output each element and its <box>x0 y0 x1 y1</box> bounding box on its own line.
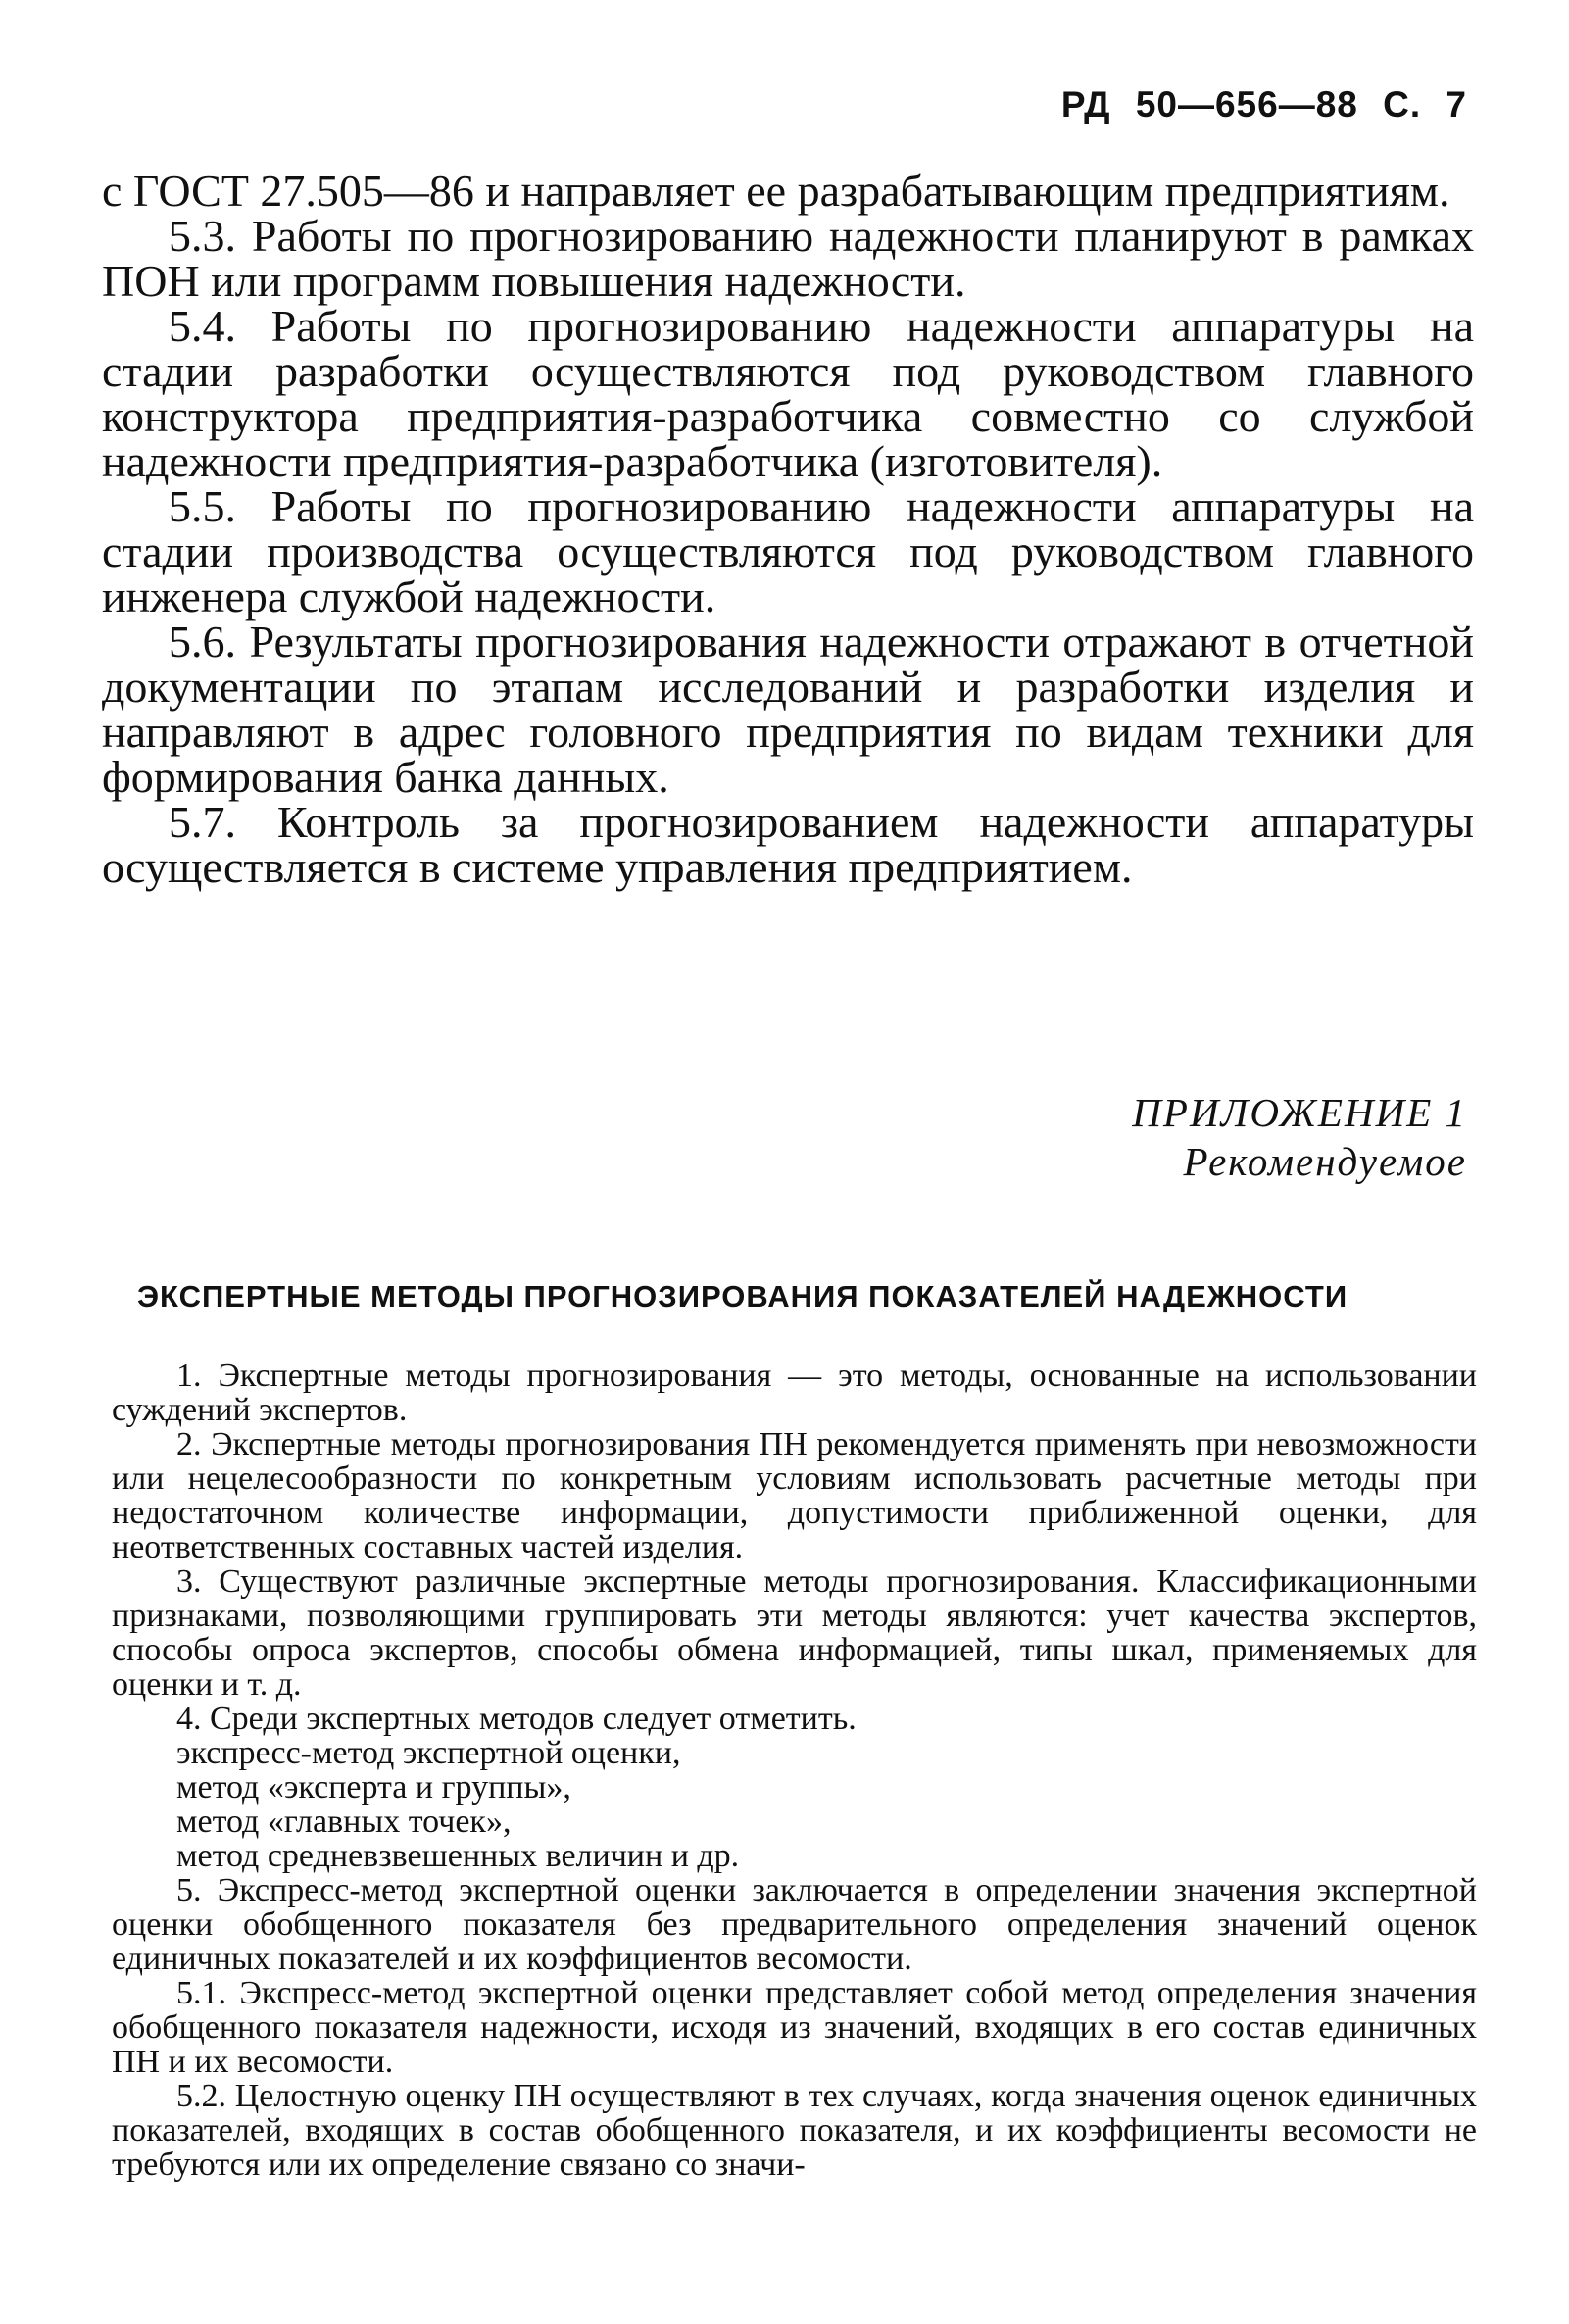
list-item: метод «эксперта и группы», <box>176 1769 571 1805</box>
appendix-label: ПРИЛОЖЕНИЕ 1 <box>1132 1090 1467 1135</box>
paragraph-5: 5. Экспресс-метод экспертной оценки заключается в определении значения экспертной оценки обобщенного показателя без предварительного определения значений оценок единичных показателей и их коэффициентов весомости. <box>112 1872 1477 1977</box>
paragraph-continuation: с ГОСТ 27.505—86 и направляет ее разрабатывающим предприятиям. <box>102 166 1450 216</box>
paragraph-3: 3. Существуют различные экспертные методы прогнозирования. Классификационными признаками, позволяющими группировать эти методы являются: учет качества экспертов, способы опроса экспертов, способы обмена информацией, типы шкал, применяемых для оценки и т. д. <box>112 1563 1477 1703</box>
lower-text-block <box>112 1359 1477 2182</box>
section-title: ЭКСПЕРТНЫЕ МЕТОДЫ ПРОГНОЗИРОВАНИЯ ПОКАЗАТЕЛЕЙ НАДЕЖНОСТИ <box>137 1279 1348 1313</box>
page-header: РД 50—656—88 С. 7 <box>1060 84 1467 124</box>
paragraph-5-5: 5.5. Работы по прогнозированию надежности аппаратуры на стадии производства осуществляются под руководством главного инженера службой надежности. <box>102 481 1474 621</box>
paragraph-5-4: 5.4. Работы по прогнозированию надежности аппаратуры на стадии разработки осуществляются под руководством главного конструктора предприятия-разработчика совместно со службой надежности предприятия-разработчика (изготовителя). <box>102 301 1474 486</box>
paragraph-1: 1. Экспертные методы прогнозирования — это методы, основанные на использовании суждений экспертов. <box>112 1358 1477 1428</box>
paragraph-2: 2. Экспертные методы прогнозирования ПН рекомендуется применять при невозможности или нецелесообразности по конкретным условиям использовать расчетные методы при недостаточном количестве информации, допустимости приближенной оценки, для неответственных составных частей изделия. <box>112 1426 1477 1565</box>
paragraph-5-2: 5.2. Целостную оценку ПН осуществляют в тех случаях, когда значения оценок единичных показателей, входящих в состав обобщенного показателя, и их коэффициенты весомости не требуются или их определение связано со значи- <box>112 2078 1477 2183</box>
appendix-status: Рекомендуемое <box>1183 1139 1467 1184</box>
paragraph-5-7: 5.7. Контроль за прогнозированием надежности аппаратуры осуществляется в системе управления предприятием. <box>102 797 1474 892</box>
paragraph-5-6: 5.6. Результаты прогнозирования надежности отражают в отчетной документации по этапам исследований и разработки изделия и направляют в адрес головного предприятия по видам техники для формирования банка данных. <box>102 617 1474 802</box>
list-item: экспресс-метод экспертной оценки, <box>176 1735 681 1771</box>
upper-text-block <box>102 166 1474 892</box>
paragraph-5-1: 5.1. Экспресс-метод экспертной оценки представляет собой метод определения значения обобщенного показателя надежности, исходя из значений, входящих в его состав единичных ПН и их весомости. <box>112 1975 1477 2080</box>
list-item: метод «главных точек», <box>176 1804 512 1840</box>
paragraph-5-3: 5.3. Работы по прогнозированию надежности планируют в рамках ПОН или программ повышения надежности. <box>102 211 1474 306</box>
appendix-heading <box>1132 1088 1467 1186</box>
paragraph-4: 4. Среди экспертных методов следует отметить. <box>176 1701 857 1737</box>
list-item: метод средневзвешенных величин и др. <box>176 1838 740 1874</box>
